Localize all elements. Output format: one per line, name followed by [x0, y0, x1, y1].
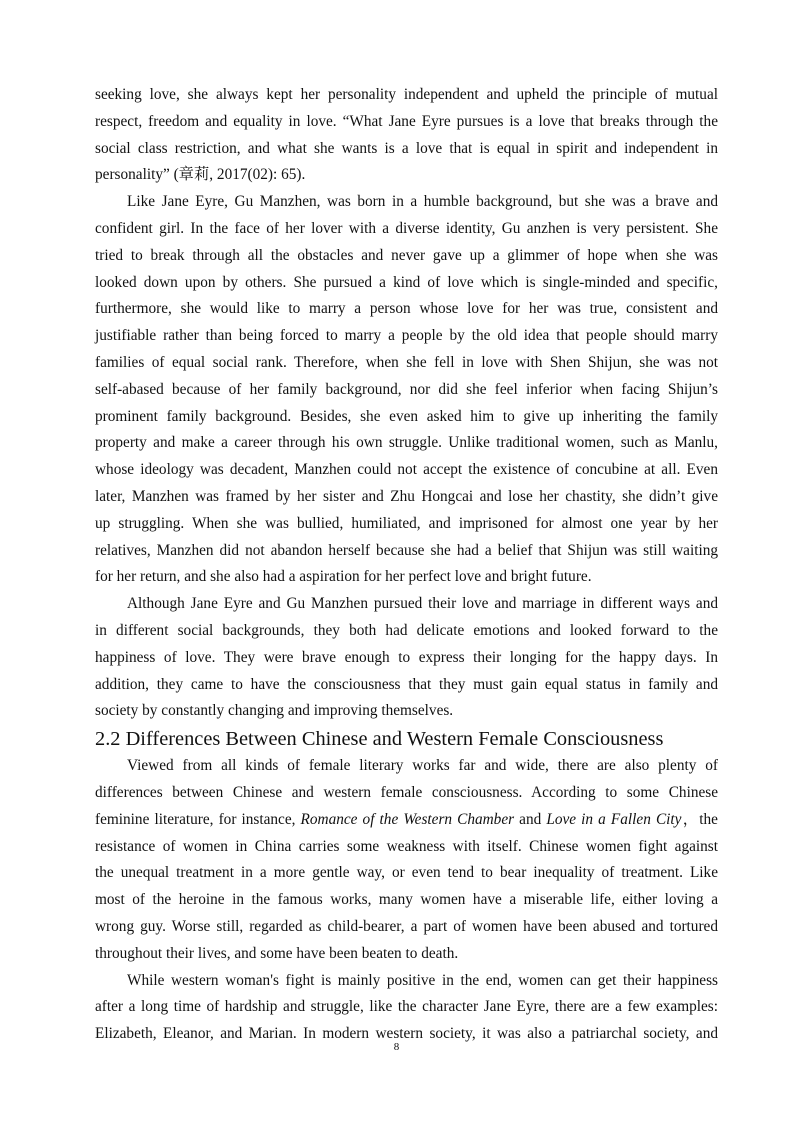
text-line: after a long time of hardship and struggle, like the character Jane Eyre, there are a few examples: — [95, 998, 718, 1016]
text-line: society by constantly changing and improving themselves. — [95, 702, 454, 720]
work-title: Love in a Fallen City — [546, 810, 682, 828]
text-line-with-titles — [95, 807, 718, 834]
text-segment: and — [514, 810, 547, 828]
text-line: self-abased because of her family background, nor did she feel inferior when facing Shijun’s — [95, 380, 718, 398]
text-line: the unequal treatment in a more gentle way, or even tend to bear inequality of treatment. Like — [95, 864, 718, 882]
text-segment: feminine literature, for instance, — [95, 810, 301, 828]
text-line: Viewed from all kinds of female literary works far and wide, there are also plenty of — [127, 757, 718, 775]
text-line: personality” (章莉, 2017(02): 65). — [95, 166, 306, 184]
text-line: happiness of love. They were brave enough to express their longing for the happy days. In — [95, 648, 718, 666]
text-segment: ，the — [681, 810, 718, 828]
text-line: justifiable rather than being forced to marry a people by the old idea that people should marry — [95, 327, 718, 345]
paragraph-1 — [95, 82, 718, 189]
text-line: whose ideology was decadent, Manzhen could not accept the existence of concubine at all. Even — [95, 461, 718, 479]
section-heading: 2.2 Differences Between Chinese and Western Female Consciousness — [95, 728, 664, 751]
text-line: in different social backgrounds, they both had delicate emotions and looked forward to the — [95, 621, 718, 639]
text-line: relatives, Manzhen did not abandon herself because she had a belief that Shijun was still waiting — [95, 541, 718, 559]
text-line: throughout their lives, and some have been beaten to death. — [95, 944, 459, 962]
paragraph-4 — [95, 753, 718, 967]
text-line: resistance of women in China carries some weakness with itself. Chinese women fight against — [95, 837, 718, 855]
text-line: respect, freedom and equality in love. “What Jane Eyre pursues is a love that breaks through the — [95, 112, 718, 130]
text-line: Elizabeth, Eleanor, and Marian. In modern western society, it was also a patriarchal society, and — [95, 1025, 718, 1043]
text-line: looked down upon by others. She pursued a kind of love which is single-minded and specific, — [95, 273, 718, 291]
text-line: Although Jane Eyre and Gu Manzhen pursued their love and marriage in different ways and — [127, 595, 718, 613]
text-line: furthermore, she would like to marry a person whose love for her was true, consistent and — [95, 300, 718, 318]
text-line: prominent family background. Besides, she even asked him to give up inheriting the family — [95, 407, 718, 425]
text-line: wrong guy. Worse still, regarded as child-bearer, a part of women have been abused and tortured — [95, 917, 718, 935]
text-line: tried to break through all the obstacles and never gave up a glimmer of hope when she was — [95, 246, 718, 264]
paragraph-2 — [95, 189, 718, 591]
text-line: up struggling. When she was bullied, humiliated, and imprisoned for almost one year by her — [95, 514, 718, 532]
text-line: confident girl. In the face of her lover with a diverse identity, Gu anzhen is very persistent. She — [95, 219, 718, 237]
text-line: later, Manzhen was framed by her sister and Zhu Hongcai and lose her chastity, she didn’t give — [95, 487, 718, 505]
page-number: 8 — [393, 1041, 400, 1053]
text-line: families of equal social rank. Therefore, when she fell in love with Shen Shijun, she was not — [95, 353, 718, 371]
text-line: property and make a career through his own struggle. Unlike traditional women, such as Manlu, — [95, 434, 718, 452]
text-line: for her return, and she also had a aspiration for her perfect love and bright future. — [95, 568, 592, 586]
text-line: differences between Chinese and western female consciousness. According to some Chinese — [95, 783, 718, 801]
text-line: addition, they came to have the consciousness that they must gain equal status in family and — [95, 675, 718, 693]
work-title: Romance of the Western Chamber — [300, 810, 515, 828]
text-line: social class restriction, and what she wants is a love that is equal in spirit and independent in — [95, 139, 718, 157]
text-line: While western woman's fight is mainly positive in the end, women can get their happiness — [127, 971, 718, 989]
text-line: seeking love, she always kept her personality independent and upheld the principle of mutual — [95, 86, 718, 103]
paragraph-5 — [95, 968, 718, 1048]
paragraph-3 — [95, 591, 718, 725]
text-line: Like Jane Eyre, Gu Manzhen, was born in a humble background, but she was a brave and — [127, 193, 718, 211]
body-text — [95, 82, 718, 1048]
text-line: most of the heroine in the famous works, many women have a miserable life, either loving a — [95, 891, 718, 909]
